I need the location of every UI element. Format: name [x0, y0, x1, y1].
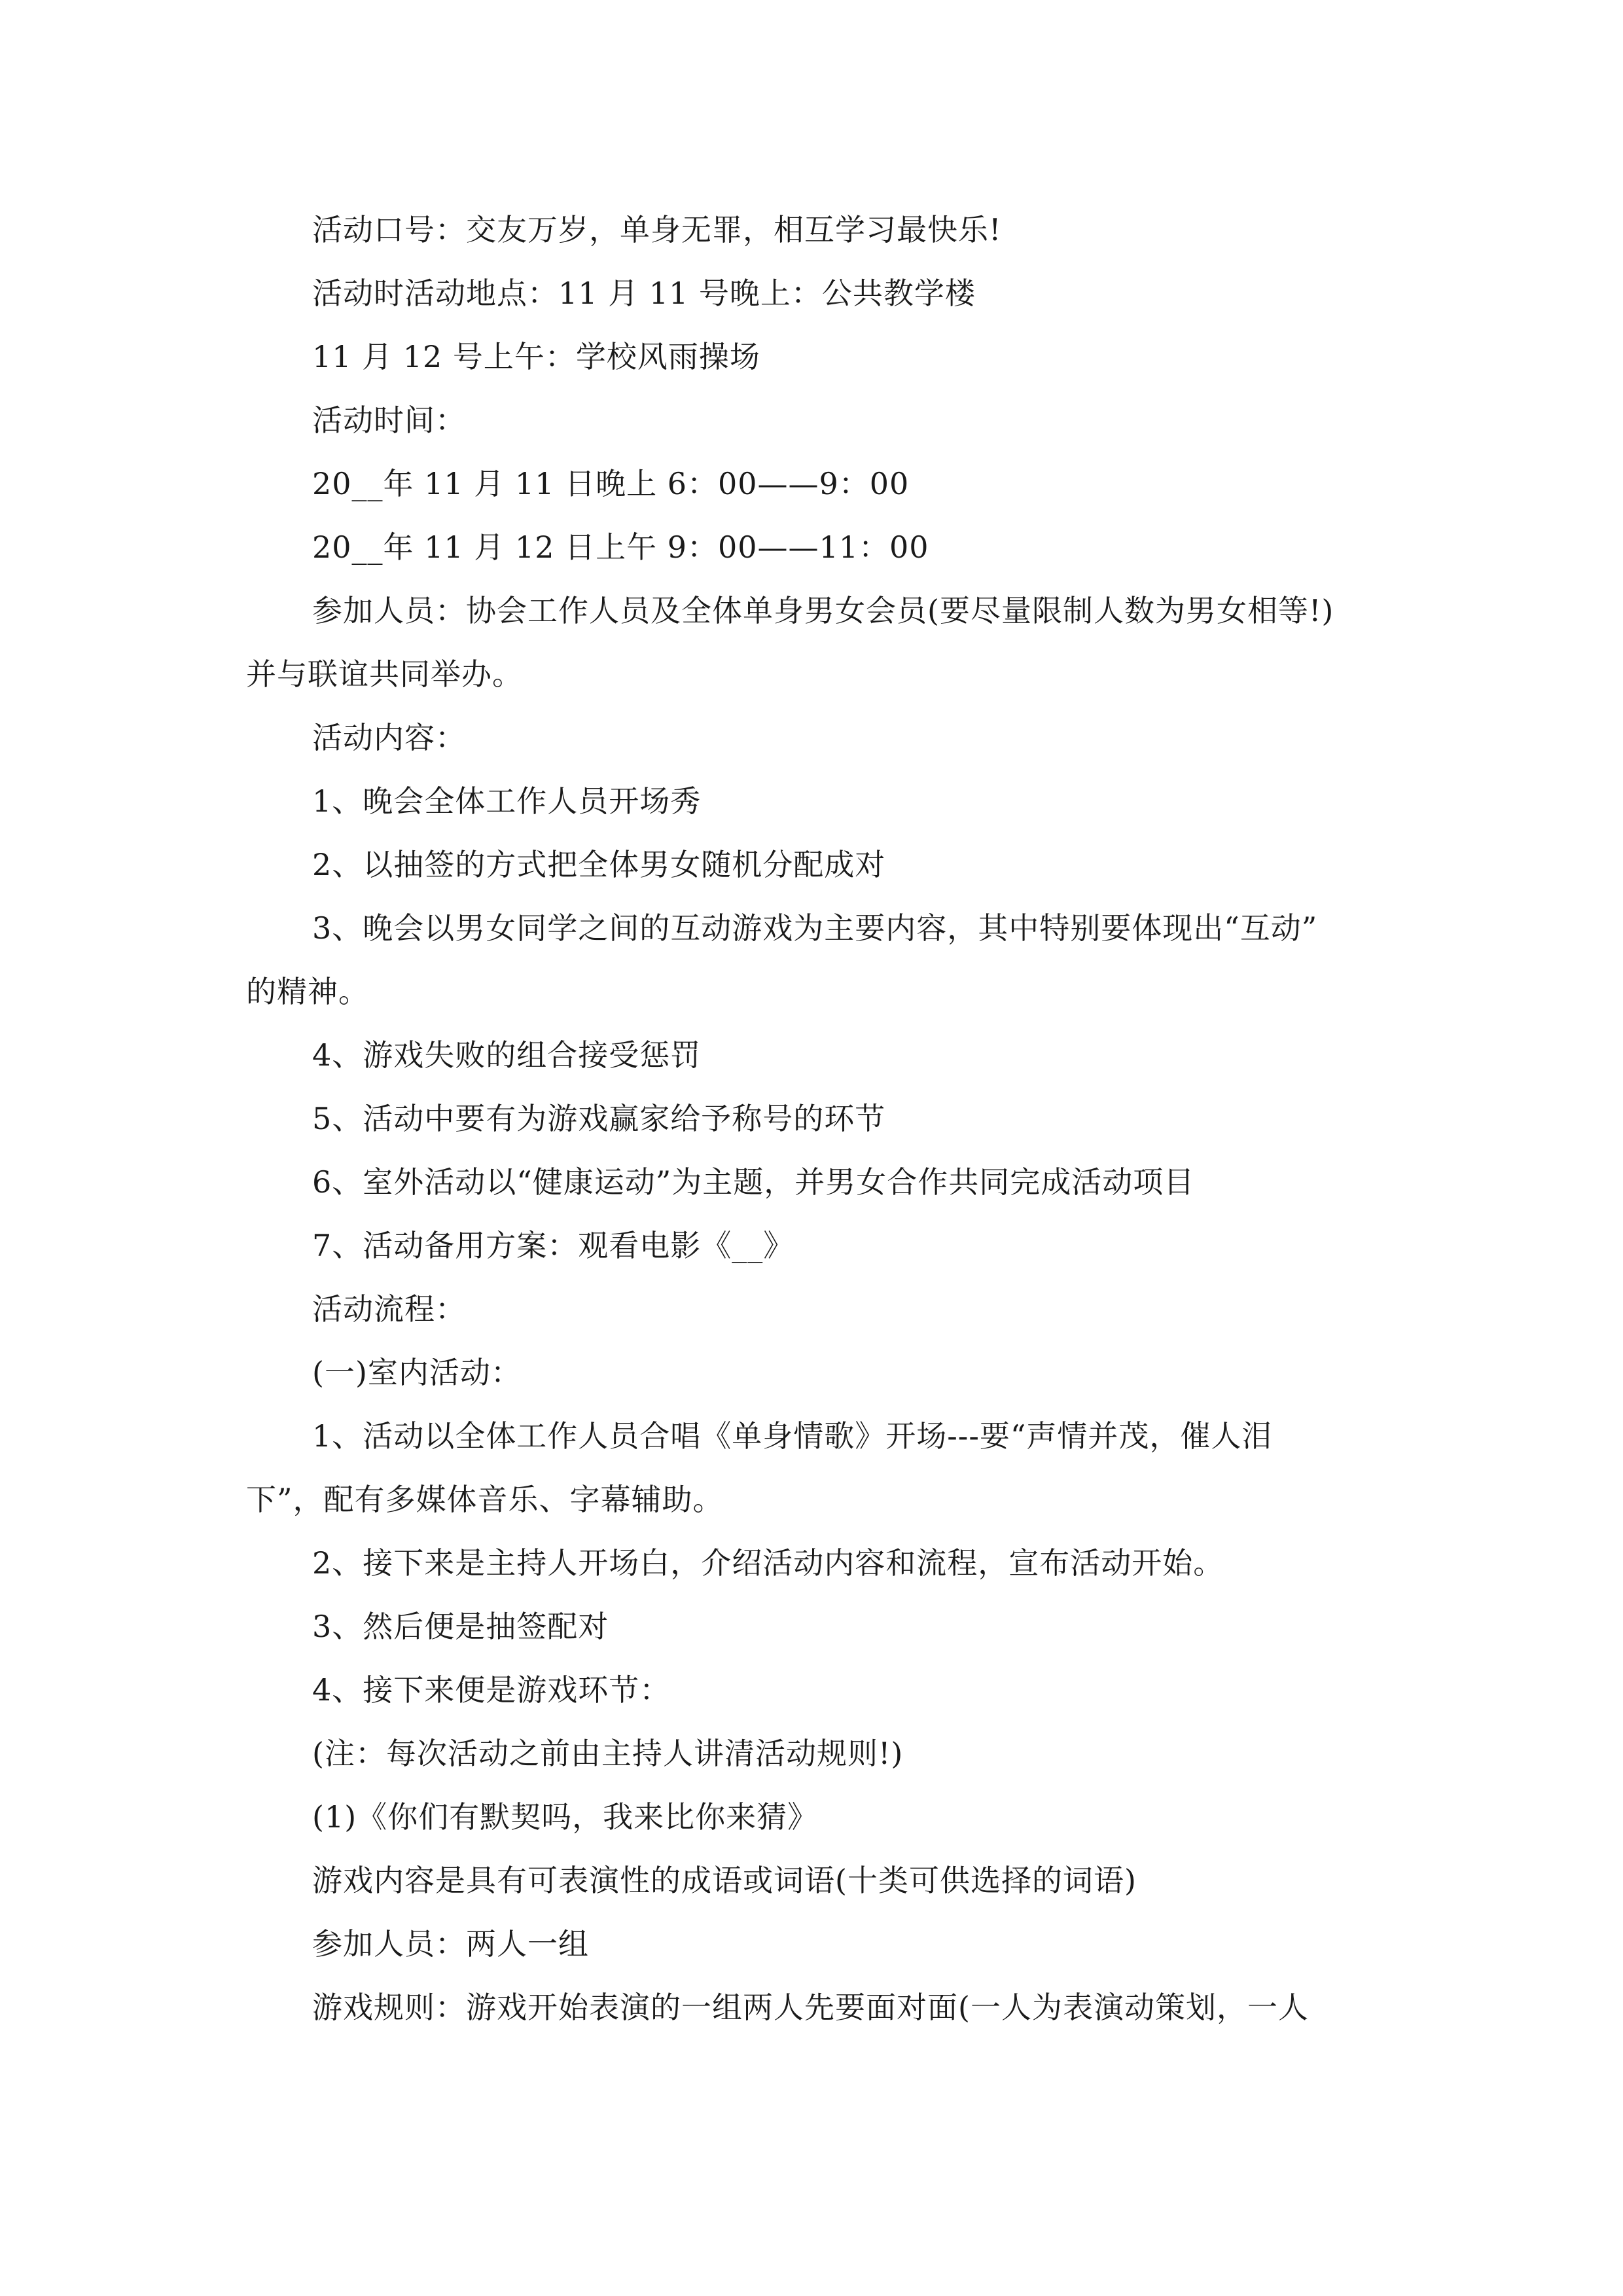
text-line: 参加人员：协会工作人员及全体单身男女会员(要尽量限制人数为男女相等!): [312, 593, 1334, 628]
text-line: 活动时间：: [312, 403, 466, 438]
text-line: 的精神。: [246, 974, 369, 1009]
text-line: 参加人员：两人一组: [312, 1926, 589, 1962]
text-line: 3、晚会以男女同学之间的互动游戏为主要内容，其中特别要体现出“互动”: [312, 910, 1318, 946]
text-line: 1、活动以全体工作人员合唱《单身情歌》开场---要“声情并茂，催人泪: [312, 1418, 1273, 1454]
text-line: 下”，配有多媒体音乐、字幕辅助。: [246, 1482, 724, 1517]
text-line: 1、晚会全体工作人员开场秀: [312, 783, 702, 819]
text-line: 11 月 12 号上午：学校风雨操场: [312, 339, 760, 374]
text-line: 3、然后便是抽签配对: [312, 1609, 609, 1644]
text-line: 活动时活动地点：11 月 11 号晚上：公共教学楼: [312, 276, 976, 311]
text-line: 20__年 11 月 12 日上午 9：00——11：00: [312, 529, 929, 565]
text-line: 2、以抽签的方式把全体男女随机分配成对: [312, 847, 886, 882]
text-line: 活动内容：: [312, 720, 466, 755]
text-line: 5、活动中要有为游戏赢家给予称号的环节: [312, 1101, 886, 1136]
text-line: (注：每次活动之前由主持人讲清活动规则!): [312, 1736, 904, 1771]
text-line: 活动口号：交友万岁，单身无罪，相互学习最快乐!: [312, 212, 1002, 247]
text-line: 并与联谊共同举办。: [246, 656, 523, 692]
text-line: 游戏内容是具有可表演性的成语或词语(十类可供选择的词语): [312, 1863, 1137, 1898]
text-line: 2、接下来是主持人开场白，介绍活动内容和流程，宣布活动开始。: [312, 1545, 1224, 1581]
text-line: 20__年 11 月 11 日晚上 6：00——9：00: [312, 466, 910, 501]
text-line: 4、游戏失败的组合接受惩罚: [312, 1037, 702, 1073]
text-line: 游戏规则：游戏开始表演的一组两人先要面对面(一人为表演动策划，一人: [312, 1990, 1309, 2025]
text-line: (一)室内活动：: [312, 1355, 522, 1390]
text-line: (1)《你们有默契吗，我来比你来猜》: [312, 1799, 819, 1835]
text-line: 4、接下来便是游戏环节：: [312, 1672, 671, 1708]
text-line: 7、活动备用方案：观看电影《__》: [312, 1228, 794, 1263]
text-line: 活动流程：: [312, 1291, 466, 1327]
text-line: 6、室外活动以“健康运动”为主题，并男女合作共同完成活动项目: [312, 1164, 1195, 1200]
